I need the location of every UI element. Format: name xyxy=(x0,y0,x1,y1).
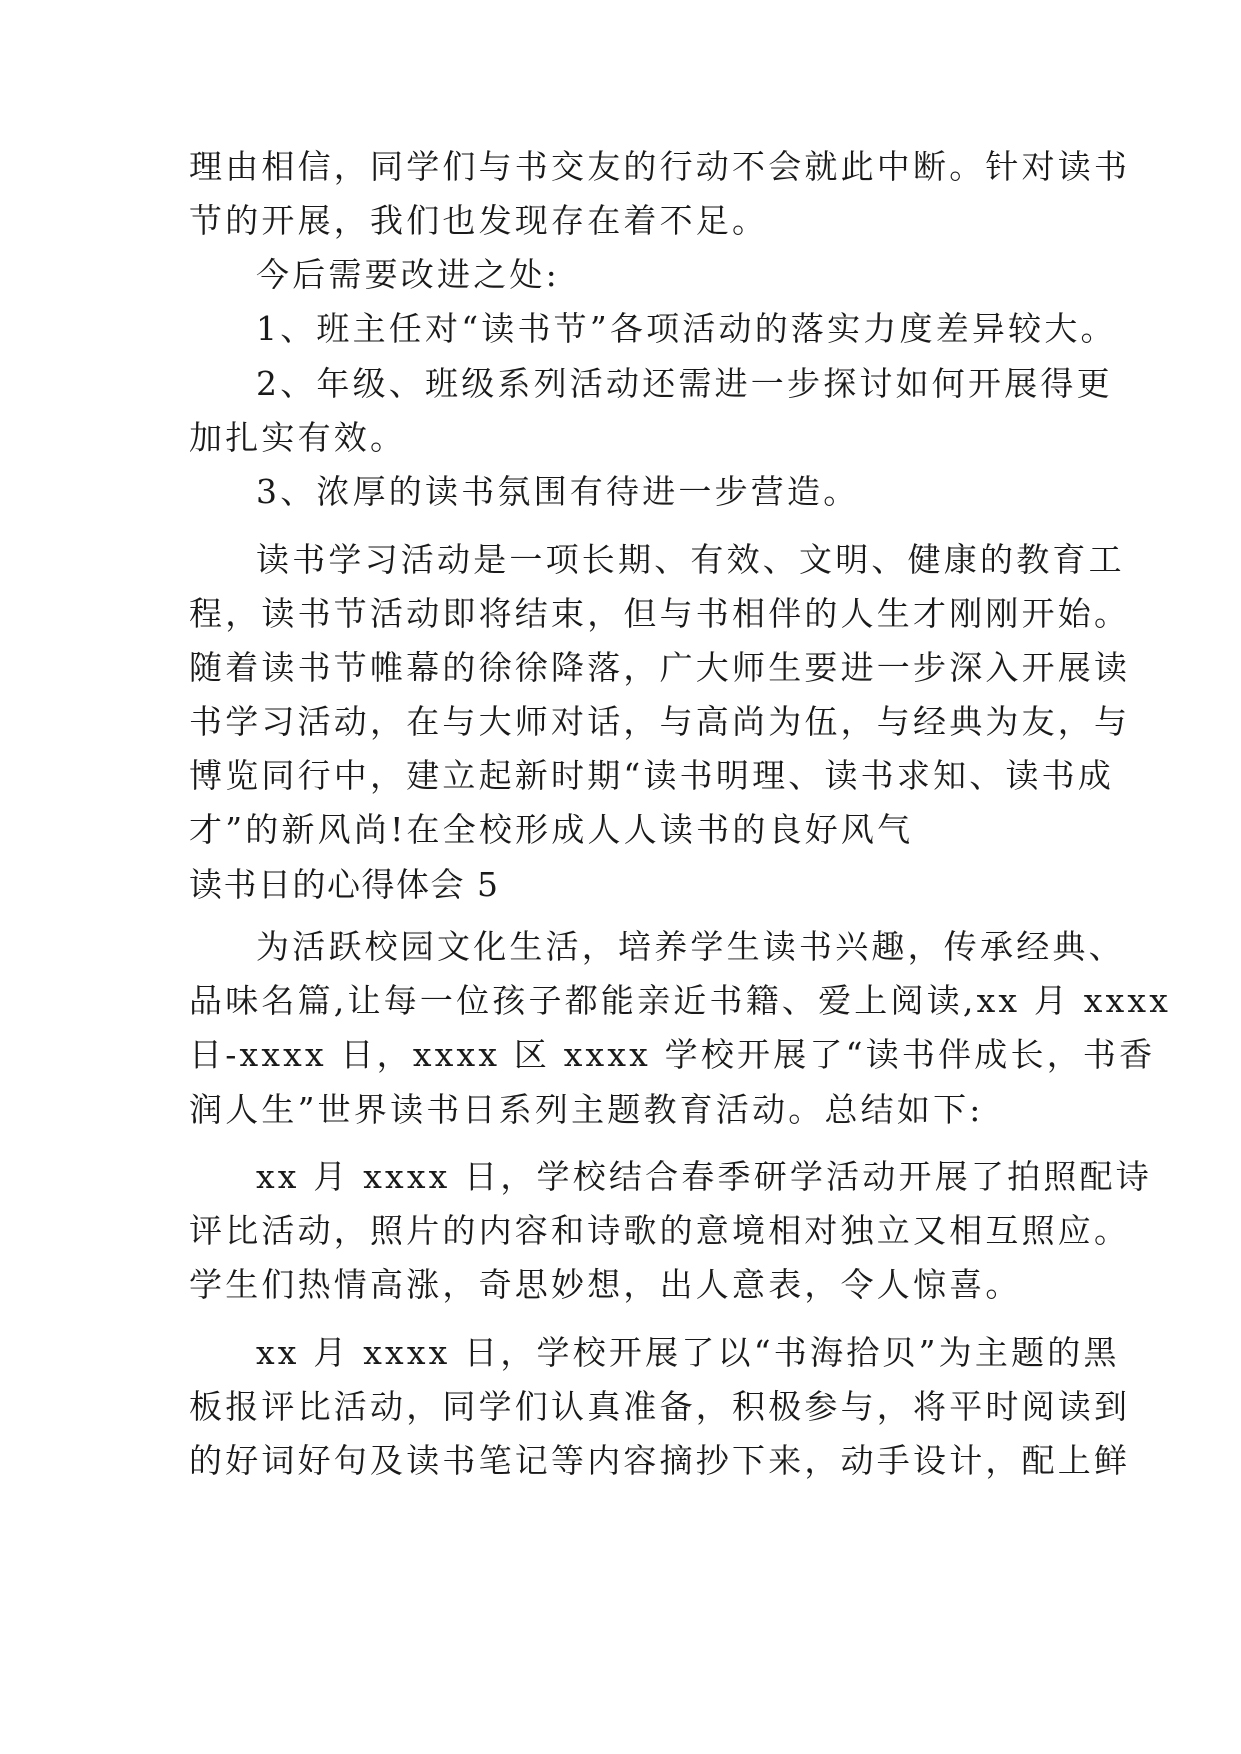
text-line: 节的开展，我们也发现存在着不足。 xyxy=(189,201,769,240)
text-line: 今后需要改进之处: xyxy=(256,255,560,294)
text-line: 日-xxxx 日，xxxx 区 xxxx 学校开展了“读书伴成长，书香 xyxy=(189,1035,1156,1074)
text-line: 理由相信，同学们与书交友的行动不会就此中断。针对读书 xyxy=(189,147,1131,186)
text-line: 2、年级、班级系列活动还需进一步探讨如何开展得更 xyxy=(256,364,1113,403)
text-line: 为活跃校园文化生活，培养学生读书兴趣，传承经典、 xyxy=(256,927,1125,966)
text-line: xx 月 xxxx 日，学校开展了以“书海拾贝”为主题的黑 xyxy=(256,1333,1120,1372)
text-line: 3、浓厚的读书氛围有待进一步营造。 xyxy=(256,472,860,511)
text-line: 读书学习活动是一项长期、有效、文明、健康的教育工 xyxy=(256,540,1125,579)
text-line: 才”的新风尚!在全校形成人人读书的良好风气 xyxy=(189,810,914,849)
text-line: 评比活动，照片的内容和诗歌的意境相对独立又相互照应。 xyxy=(189,1211,1131,1250)
text-line: 润人生”世界读书日系列主题教育活动。总结如下: xyxy=(189,1090,984,1129)
text-line: 品味名篇,让每一位孩子都能亲近书籍、爱上阅读,xx 月 xxxx xyxy=(189,981,1172,1020)
text-line: xx 月 xxxx 日，学校结合春季研学活动开展了拍照配诗 xyxy=(256,1157,1152,1196)
text-line: 加扎实有效。 xyxy=(189,418,407,457)
text-line: 博览同行中，建立起新时期“读书明理、读书求知、读书成 xyxy=(189,756,1115,795)
text-line: 随着读书节帷幕的徐徐降落，广大师生要进一步深入开展读 xyxy=(189,648,1131,687)
text-line: 程，读书节活动即将结束，但与书相伴的人生才刚刚开始。 xyxy=(189,594,1131,633)
text-line: 学生们热情高涨，奇思妙想，出人意表，令人惊喜。 xyxy=(189,1265,1022,1304)
text-line: 书学习活动，在与大师对话，与高尚为伍，与经典为友，与 xyxy=(189,702,1131,741)
text-line: 1、班主任对“读书节”各项活动的落实力度差异较大。 xyxy=(256,309,1117,348)
text-line: 的好词好句及读书笔记等内容摘抄下来，动手设计，配上鲜 xyxy=(189,1441,1131,1480)
section-heading: 读书日的心得体会 5 xyxy=(189,865,500,904)
text-line: 板报评比活动，同学们认真准备，积极参与，将平时阅读到 xyxy=(189,1387,1131,1426)
